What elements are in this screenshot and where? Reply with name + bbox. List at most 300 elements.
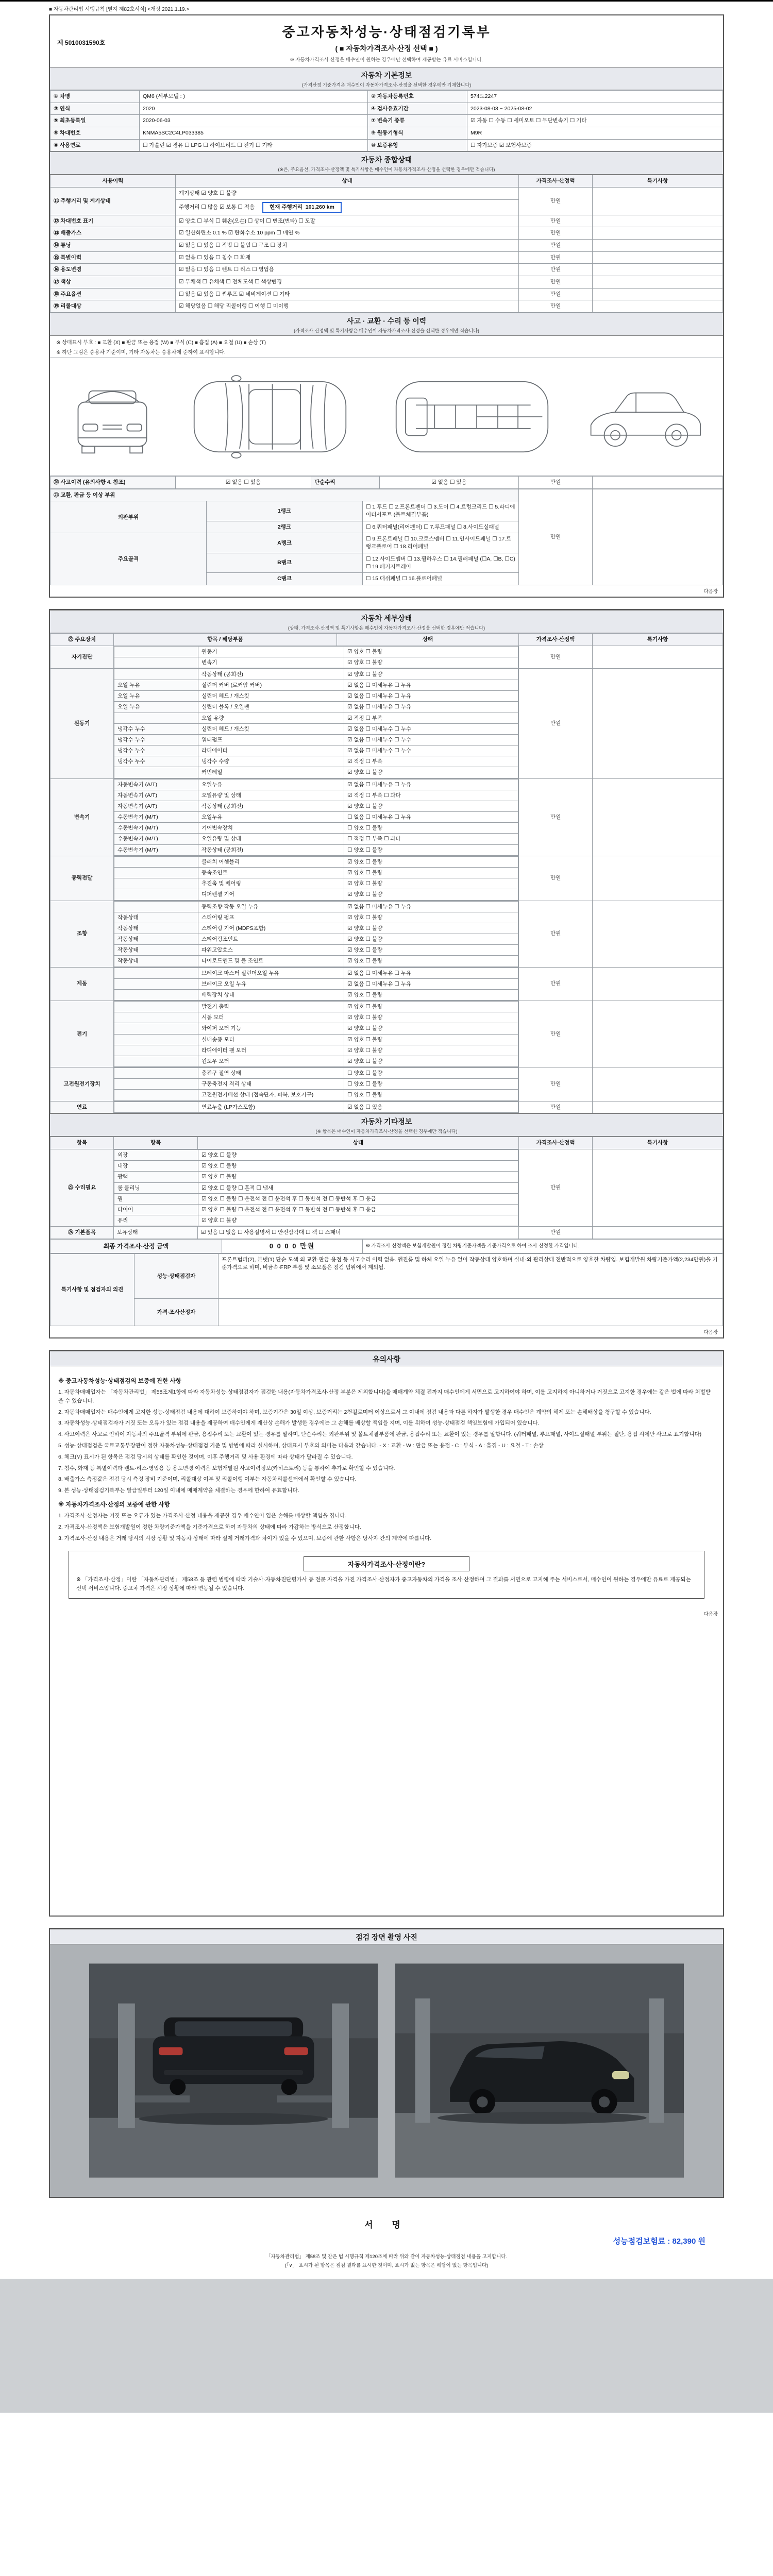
sub-group: 자동변속기 (A/T) (114, 779, 198, 790)
basic-info-table (50, 90, 723, 151)
overall-condition-title: 자동차 종합상태 (361, 156, 412, 164)
fuel-label: ⑧ 사용연료 (51, 139, 140, 151)
part-name: 스티어링조인트 (198, 934, 344, 945)
device-rows (114, 1101, 518, 1112)
device-name: 동력전달 (51, 856, 114, 901)
table-row (51, 276, 723, 288)
state-checkboxes: ☑ 양호 ☐ 불량 (344, 646, 518, 657)
detail-condition-title: 자동차 세부상태 (361, 614, 412, 622)
note-item: 3. 가격조사·산정 내용은 거래 당시의 시장 상황 및 자동차 상태에 따라 실제 거래가격과 차이가 있을 수 있으며, 보증에 관한 사항은 당사자 간의 계약에 따릅니다. (58, 1535, 432, 1541)
table-row (51, 477, 723, 489)
sub-group (114, 968, 198, 978)
sub-group (114, 1056, 198, 1066)
vin-value: KNMA5SC2C4LP033385 (140, 127, 368, 140)
part-name: 기어변속장치 (198, 823, 344, 834)
part-name: 오일누유 (198, 812, 344, 823)
device-group-row (51, 646, 723, 668)
condition-state-checkboxes: ☑ 없음 ☐ 있음 ☐ 침수 ☐ 화재 (176, 251, 519, 264)
repair-state-checkboxes: ☑ 양호 ☐ 불량 (198, 1172, 518, 1182)
part-name: 시동 모터 (198, 1012, 344, 1023)
device-inner-table (114, 968, 518, 1001)
table-row (51, 188, 723, 200)
col-header-device: ㉒ 주요장치 (51, 633, 114, 646)
table-row (114, 878, 518, 889)
inspection-photo-front-side (395, 1960, 684, 2181)
note-cell (593, 1227, 723, 1239)
sub-group: 작동상태 (114, 945, 198, 956)
state-checkboxes: ☑ 양호 ☐ 불량 (344, 1056, 518, 1066)
part-name: 냉각수 수량 (198, 756, 344, 767)
table-row (114, 702, 518, 713)
table-row (114, 1193, 518, 1204)
rank-label: 2랭크 (207, 521, 363, 533)
part-name: 스티어링 기어 (MDPS포함) (198, 923, 344, 934)
condition-state-checkboxes: ☑ 무채색 ☐ 유채색 ☐ 전체도색 ☐ 색상변경 (176, 276, 519, 288)
sub-group (114, 878, 198, 889)
final-price-table (50, 1239, 723, 1253)
table-row (114, 856, 518, 867)
table-row (51, 239, 723, 251)
condition-state-checkboxes: ☐ 없음 ☑ 있음 ☐ 썬루프 ☑ 네비게이션 ☐ 기타 (176, 288, 519, 300)
note-cell (593, 300, 723, 313)
note-cell (593, 1149, 723, 1226)
state-checkboxes: ☑ 양호 ☐ 불량 (344, 657, 518, 668)
table-row (51, 251, 723, 264)
condition-state-checkboxes: ☑ 양호 ☐ 부식 ☐ 훼손(오손) ☐ 상이 ☐ 변조(변타) ☐ 도말 (176, 215, 519, 227)
table-row (51, 1299, 723, 1326)
device-name: 전기 (51, 1001, 114, 1067)
part-name: 실린더 헤드 / 개스킷 (198, 691, 344, 702)
sub-group (114, 1002, 198, 1012)
part-name: 라디에이터 팬 모터 (198, 1045, 344, 1056)
device-inner-table (114, 1001, 518, 1067)
repair-state-checkboxes: ☑ 양호 ☐ 불량 (198, 1161, 518, 1172)
sub-group: 오일 누유 (114, 680, 198, 691)
repair-state-checkboxes: ☑ 양호 ☐ 불량 (198, 1149, 518, 1160)
rank-items-checkboxes: ☐ 6.쿼터패널(리어펜더) ☐ 7.루프패널 ☐ 8.사이드실패널 (363, 521, 519, 533)
table-row (114, 790, 518, 801)
signature-title: 서 명 (364, 2220, 409, 2230)
table-header-row (51, 633, 723, 646)
model-year-value: 2020 (140, 103, 368, 115)
device-items (114, 967, 519, 1001)
table-row (114, 745, 518, 756)
sub-group (114, 767, 198, 778)
form-subtitle: ( ■ 자동차가격조사·산정 선택 ■ ) (335, 44, 438, 53)
table-row (114, 1149, 518, 1160)
state-checkboxes: ☑ 양호 ☐ 불량 (344, 878, 518, 889)
sub-group: 작동상태 (114, 956, 198, 967)
condition-item-label: ⑭ 튜닝 (51, 239, 176, 251)
photos-title: 점검 장면 촬영 사진 (356, 1933, 417, 1942)
rank-section-label: ㉑ 교환, 판금 등 이상 부위 (51, 489, 519, 501)
device-group-row (51, 1001, 723, 1067)
device-group-row (51, 967, 723, 1001)
repair-group-row (51, 1149, 723, 1226)
note-cell (593, 227, 723, 240)
condition-item-label: ⑰ 색상 (51, 276, 176, 288)
state-checkboxes: ☐ 양호 ☐ 불량 (344, 1068, 518, 1079)
state-checkboxes: ☐ 양호 ☐ 불량 (344, 1090, 518, 1100)
table-row (114, 1068, 518, 1079)
repair-state-checkboxes: ☑ 양호 ☐ 불량 ☐ 흔적 ☐ 냄새 (198, 1182, 518, 1193)
overall-condition-rows (51, 215, 723, 313)
inspection-period-label: ④ 검사유효기간 (368, 103, 467, 115)
state-checkboxes: ☐ 없음 ☐ 미세누유 ☐ 누유 (344, 812, 518, 823)
condition-state-checkboxes: ☑ 없음 ☐ 있음 ☐ 렌트 ☐ 리스 ☐ 영업용 (176, 264, 519, 276)
price-cell: 만원 (519, 264, 593, 276)
repair-item-name: 내장 (114, 1161, 198, 1172)
col-header-item: 항목 (114, 1137, 198, 1149)
sub-group: 수동변속기 (M/T) (114, 844, 198, 855)
price-cell: 만원 (519, 901, 593, 967)
device-group-row (51, 901, 723, 967)
opinion-head-label: 특기사항 및 점검자의 의견 (51, 1254, 135, 1326)
note-cell (593, 1101, 723, 1113)
table-row (114, 923, 518, 934)
etc-info-title: 자동차 기타정보 (361, 1117, 412, 1126)
table-row (114, 1204, 518, 1215)
sub-group: 냉각수 누수 (114, 756, 198, 767)
table-header-row (51, 175, 723, 188)
sub-group (114, 1012, 198, 1023)
part-name: 충전구 절연 상태 (198, 1068, 344, 1079)
note-cell (593, 646, 723, 668)
part-name: 동력조향 작동 오일 누유 (198, 901, 344, 912)
table-row (114, 756, 518, 767)
mileage-checkboxes: 주행거리 ☐ 많음 ☑ 보통 ☐ 적음 (179, 204, 255, 210)
table-row (114, 1002, 518, 1012)
appraiser-label: 가격·조사산정자 (135, 1299, 219, 1326)
device-group-row (51, 668, 723, 778)
inspector-label: 성능·상태점검자 (135, 1254, 219, 1299)
sub-group (114, 989, 198, 1000)
table-row (114, 1023, 518, 1034)
part-name: 고전원전기배선 상태 (접속단자, 피복, 보호기구) (198, 1090, 344, 1100)
note-cell (593, 239, 723, 251)
price-cell: 만원 (519, 288, 593, 300)
state-checkboxes: ☑ 적정 ☐ 부족 (344, 713, 518, 723)
part-name: 브레이크 오일 누유 (198, 978, 344, 989)
table-row (114, 801, 518, 811)
final-price-label: 최종 가격조사·산정 금액 (51, 1239, 222, 1253)
accident-summary-table (50, 476, 723, 489)
state-checkboxes: ☑ 없음 ☐ 미세누유 ☐ 누유 (344, 691, 518, 702)
table-header-row (51, 1137, 723, 1149)
notes-title: 유의사항 (372, 1355, 401, 1364)
engine-type-value: M9R (467, 127, 723, 140)
basic-info-header (50, 67, 723, 90)
table-row (114, 767, 518, 778)
part-name: 작동상태 (공회전) (198, 844, 344, 855)
sub-group: 오일 누유 (114, 691, 198, 702)
final-price-note: ※ 가격조사·산정액은 보험개발원이 정한 차량기준가액을 기준가격으로 하여 조사·산정한 가격입니다. (363, 1239, 723, 1253)
col-header-state: 상태 (198, 1137, 519, 1149)
table-row (114, 889, 518, 900)
sub-group (114, 1045, 198, 1056)
device-group-row (51, 1101, 723, 1113)
legal-footer-line-1: 「자동차관리법」 제58조 및 같은 법 시행규칙 제120조에 따라 위와 같이 자동차성능·상태점검 내용을 고지합니다. (265, 2254, 508, 2260)
first-reg-label: ⑤ 최초등록일 (51, 115, 140, 127)
fuel-checkboxes: ☐ 가솔린 ☑ 경유 ☐ LPG ☐ 하이브리드 ☐ 전기 ☐ 기타 (140, 139, 368, 151)
part-name: 원동기 (198, 646, 344, 657)
state-checkboxes: ☑ 양호 ☐ 불량 (344, 669, 518, 680)
sub-group (114, 1079, 198, 1090)
table-row (114, 691, 518, 702)
device-group-row (51, 778, 723, 856)
overall-condition-table (50, 175, 723, 313)
table-row (114, 1161, 518, 1172)
sub-group: 오일 누유 (114, 702, 198, 713)
table-row (114, 779, 518, 790)
form-header (50, 15, 723, 67)
part-name: 실린더 헤드 / 개스킷 (198, 723, 344, 734)
part-name: 연료누출 (LP가스포함) (198, 1101, 344, 1112)
sub-group (114, 669, 198, 680)
col-header-part: 항목 / 해당부품 (114, 633, 337, 646)
sub-group: 수동변속기 (M/T) (114, 812, 198, 823)
basic-items-label: ㉔ 기본품목 (51, 1227, 114, 1239)
warranty-checkboxes: ☐ 자가보증 ☑ 보험사보증 (467, 139, 723, 151)
price-cell: 만원 (519, 215, 593, 227)
part-name: 배력장치 상태 (198, 989, 344, 1000)
sub-group (114, 901, 198, 912)
repair-state-checkboxes: ☑ 양호 ☐ 불량 ☐ 운전석 전 ☐ 운전석 후 ☐ 동반석 전 ☐ 동반석 후 ☐ 응급 (198, 1193, 518, 1204)
sub-group (114, 646, 198, 657)
form-subtitle-note: ※ 자동차가격조사·산정은 매수인이 원하는 경우에만 선택하여 제공받는 유료 서비스입니다. (290, 57, 483, 63)
state-checkboxes: ☑ 없음 ☐ 미세누유 ☐ 누유 (344, 680, 518, 691)
device-group-row (51, 1067, 723, 1101)
section-photos (49, 1928, 724, 2198)
accident-history-checkboxes: ☑ 없음 ☐ 있음 (176, 477, 311, 489)
first-reg-value: 2020-06-03 (140, 115, 368, 127)
condition-item-label: ⑫ 차대번호 표기 (51, 215, 176, 227)
part-name: 작동상태 (공회전) (198, 669, 344, 680)
doc-number: 제 5010031590호 (57, 39, 106, 46)
table-row (51, 300, 723, 313)
inspection-photo-rear-lift (89, 1960, 378, 2181)
col-header-state: 상태 (176, 175, 519, 188)
price-cell: 만원 (519, 856, 593, 901)
note-item: 2. 가격조사·산정액은 보험개발원이 정한 차량기준가액을 기준가격으로 하여 자동차의 상태에 따라 가감하는 방식으로 산정합니다. (58, 1523, 361, 1530)
notes-list-1 (58, 1388, 715, 1495)
price-cell: 만원 (519, 276, 593, 288)
sub-group (114, 889, 198, 900)
notes-list-2 (58, 1512, 715, 1543)
table-row (51, 103, 723, 115)
note-cell (593, 1067, 723, 1101)
sub-group (114, 1090, 198, 1100)
repair-rows (114, 1149, 518, 1226)
part-name: 오일유량 및 상태 (198, 790, 344, 801)
device-inner-table (114, 856, 518, 901)
accident-history-header (50, 313, 723, 336)
price-appraisal-box-title: 자동차가격조사·산정이란? (304, 1556, 469, 1571)
accident-history-label: ⑳ 사고이력 (유의사항 4. 참조) (51, 477, 176, 489)
note-cell (593, 1001, 723, 1067)
model-year-label: ③ 연식 (51, 103, 140, 115)
state-checkboxes: ☐ 적정 ☐ 부족 ☐ 과다 (344, 834, 518, 844)
next-page-note: 다음장 (703, 588, 718, 595)
device-items (114, 1067, 519, 1101)
part-name: 변속기 (198, 657, 344, 668)
part-name: 파워고압호스 (198, 945, 344, 956)
basic-info-title: 자동차 기본정보 (361, 71, 412, 79)
part-name: 오일 유량 (198, 713, 344, 723)
note-item: 4. 사고이력은 사고로 인하여 자동차의 주요골격 부위에 판금, 용접수리 또는 교환이 있는 경우를 말하며, 단순수리는 외판부위 및 볼트체결부품에 판금, 용접수리 또는 교환이 있는 경우를 말합니다. (쿼터패널, 루프패널, 사이드실패널 부위는 절단, 용접 시에만 사고로 표기합니다) (58, 1431, 702, 1438)
state-checkboxes: ☑ 없음 ☐ 미세누수 ☐ 누수 (344, 734, 518, 745)
device-items (114, 856, 519, 901)
sub-group (114, 1101, 198, 1112)
note-cell (593, 477, 723, 489)
sub-group (114, 713, 198, 723)
part-name: 오일누유 (198, 779, 344, 790)
main-frame-group-label: 주요골격 (51, 533, 207, 585)
note-cell (593, 856, 723, 901)
mileage-row (176, 199, 519, 215)
note-cell (593, 264, 723, 276)
inspector-opinion-text: 프론트범퍼(2), 본넷(1) 단순 도색 외 교환·판금·용접 등 사고수리 이력 없음. 엔진룸 및 하체 오일 누유 없이 작동상태 양호하며 실내·외 관리상태 전반적으로 양호한 차량임. 보험개발원 차량기준가액(2,234만원)을 기준가격으로 하며, 비금속·FRP 부품 및 소모품은 점검 범위에서 제외됨. (219, 1254, 723, 1299)
price-cell: 만원 (519, 646, 593, 668)
part-name: 브레이크 마스터 실린더오일 누유 (198, 968, 344, 978)
detail-condition-table (50, 633, 723, 1113)
notes-header (50, 1351, 723, 1366)
condition-item-label: ⑲ 리콜대상 (51, 300, 176, 313)
state-checkboxes: ☑ 적정 ☐ 부족 ☐ 과다 (344, 790, 518, 801)
note-cell (593, 901, 723, 967)
device-name: 원동기 (51, 668, 114, 778)
page-footer-band (0, 2279, 773, 2413)
note-item: 7. 침수, 화재 등 특별이력과 렌트·리스·영업용 등 용도변경 이력은 보험개발원 사고이력정보(카히스토리) 등을 통하여 추가로 확인할 수 있습니다. (58, 1465, 395, 1471)
device-rows (114, 779, 518, 855)
etc-info-note: (※ 항목은 매수인이 자동차가격조사·산정을 선택한 경우에만 적습니다) (315, 1129, 458, 1134)
device-name: 연료 (51, 1101, 114, 1113)
table-row (114, 968, 518, 978)
price-cell: 만원 (519, 188, 593, 215)
state-checkboxes: ☐ 양호 ☐ 불량 (344, 844, 518, 855)
state-checkboxes: ☑ 양호 ☐ 불량 (344, 856, 518, 867)
section-notes (49, 1350, 724, 1917)
state-checkboxes: ☑ 없음 ☐ 미세누유 ☐ 누유 (344, 968, 518, 978)
part-name: 라디에이터 (198, 745, 344, 756)
note-cell (593, 215, 723, 227)
table-row (114, 723, 518, 734)
insurance-fee-text: 성능점검보험료 : 82,390 원 (613, 2237, 705, 2246)
table-row (114, 834, 518, 844)
vehicle-name-label: ① 차명 (51, 91, 140, 103)
sub-group: 작동상태 (114, 912, 198, 923)
note-item: 3. 자동차성능·상태점검자가 거짓 또는 오류가 있는 점검 내용을 제공하여 매수인에게 재산상 손해가 발생한 경우에는 그 손해를 배상할 책임을 지며, 이를 위하여 성능·상태점검 책임보험에 가입되어 있습니다. (58, 1420, 540, 1427)
state-checkboxes: ☑ 양호 ☐ 불량 (344, 801, 518, 811)
device-rows (114, 856, 518, 900)
col-header-item: 사용이력 (51, 175, 176, 188)
price-cell: 만원 (519, 251, 593, 264)
state-checkboxes: ☑ 양호 ☐ 불량 (344, 934, 518, 945)
state-checkboxes: ☑ 양호 ☐ 불량 (344, 923, 518, 934)
state-checkboxes: ☑ 없음 ☐ 있음 (344, 1101, 518, 1112)
device-name: 변속기 (51, 778, 114, 856)
accident-history-title: 사고 · 교환 · 수리 등 이력 (346, 317, 427, 325)
sub-group: 수동변속기 (M/T) (114, 834, 198, 844)
rank-label: 1랭크 (207, 501, 363, 521)
device-name: 고전원전기장치 (51, 1067, 114, 1101)
device-name: 자기진단 (51, 646, 114, 668)
repair-item-name: 룸 클리닝 (114, 1182, 198, 1193)
device-items (114, 901, 519, 967)
sub-group (114, 856, 198, 867)
price-cell: 만원 (519, 1101, 593, 1113)
table-row (114, 956, 518, 967)
device-inner-table (114, 669, 518, 778)
section-page2 (49, 609, 724, 1338)
state-checkboxes: ☑ 없음 ☐ 미세누유 ☐ 누유 (344, 978, 518, 989)
vin-label: ⑥ 차대번호 (51, 127, 140, 140)
part-name: 디퍼렌셜 기어 (198, 889, 344, 900)
transmission-checkboxes: ☑ 자동 ☐ 수동 ☐ 세미오토 ☐ 무단변속기 ☐ 기타 (467, 115, 723, 127)
table-row (114, 1012, 518, 1023)
col-header-note: 특기사항 (593, 633, 723, 646)
device-inner-table (114, 901, 518, 967)
state-checkboxes: ☑ 적정 ☐ 부족 (344, 756, 518, 767)
state-checkboxes: ☑ 양호 ☐ 불량 (344, 1002, 518, 1012)
accident-history-note: (가격조사·산정액 및 특기사항은 매수인이 자동차가격조사·산정을 선택한 경우에만 적습니다) (294, 328, 479, 333)
rank-label: A랭크 (207, 533, 363, 553)
price-cell: 만원 (519, 239, 593, 251)
appraiser-opinion-text (219, 1299, 723, 1326)
possession-checkboxes: ☑ 있음 ☐ 없음 ☐ 사용설명서 ☐ 안전삼각대 ☐ 잭 ☐ 스패너 (198, 1227, 519, 1239)
sub-group: 자동변속기 (A/T) (114, 790, 198, 801)
section-page1 (49, 14, 724, 598)
condition-item-label: ⑱ 주요옵션 (51, 288, 176, 300)
condition-state-checkboxes: ☑ 해당없음 ☐ 해당 리콜이행 ☐ 이행 ☐ 미이행 (176, 300, 519, 313)
device-items (114, 668, 519, 778)
device-group-row (51, 856, 723, 901)
final-price-amount: 0 0 0 0 만원 (222, 1239, 363, 1253)
condition-item-label: ⑬ 배출가스 (51, 227, 176, 240)
rank-label: B랭크 (207, 553, 363, 572)
col-header-price: 가격조사·산정액 (519, 175, 593, 188)
table-row (51, 127, 723, 140)
note-item: 1. 가격조사·산정자는 거짓 또는 오류가 있는 가격조사·산정 내용을 제공한 경우 매수인이 입은 손해를 배상할 책임을 집니다. (58, 1513, 347, 1519)
table-row (114, 1172, 518, 1182)
device-items (114, 1101, 519, 1113)
part-name: 구동축전지 격리 상태 (198, 1079, 344, 1090)
device-rows (114, 1002, 518, 1067)
state-checkboxes: ☑ 없음 ☐ 미세누수 ☐ 누수 (344, 723, 518, 734)
state-checkboxes: ☑ 양호 ☐ 불량 (344, 889, 518, 900)
detail-condition-header (50, 610, 723, 633)
part-name: 윈도우 모터 (198, 1056, 344, 1066)
engine-type-label: ⑨ 원동기형식 (368, 127, 467, 140)
table-row (114, 823, 518, 834)
part-name: 실린더 커버 (로커암 커버) (198, 680, 344, 691)
state-checkboxes: ☑ 양호 ☐ 불량 (344, 1034, 518, 1045)
table-row (51, 1239, 723, 1253)
price-appraisal-box (69, 1551, 704, 1599)
current-mileage-value: 101,260 km (305, 204, 334, 210)
device-items (114, 778, 519, 856)
price-cell: 만원 (519, 668, 593, 778)
device-inner-table (114, 779, 518, 856)
device-rows (114, 646, 518, 668)
basic-items-row (51, 1227, 723, 1239)
repair-item-name: 외장 (114, 1149, 198, 1160)
signature-section (49, 2209, 724, 2268)
col-header-note: 특기사항 (593, 1137, 723, 1149)
next-page-note: 다음장 (703, 1330, 718, 1336)
price-cell: 만원 (519, 1149, 593, 1226)
state-checkboxes: ☐ 양호 ☐ 불량 (344, 823, 518, 834)
